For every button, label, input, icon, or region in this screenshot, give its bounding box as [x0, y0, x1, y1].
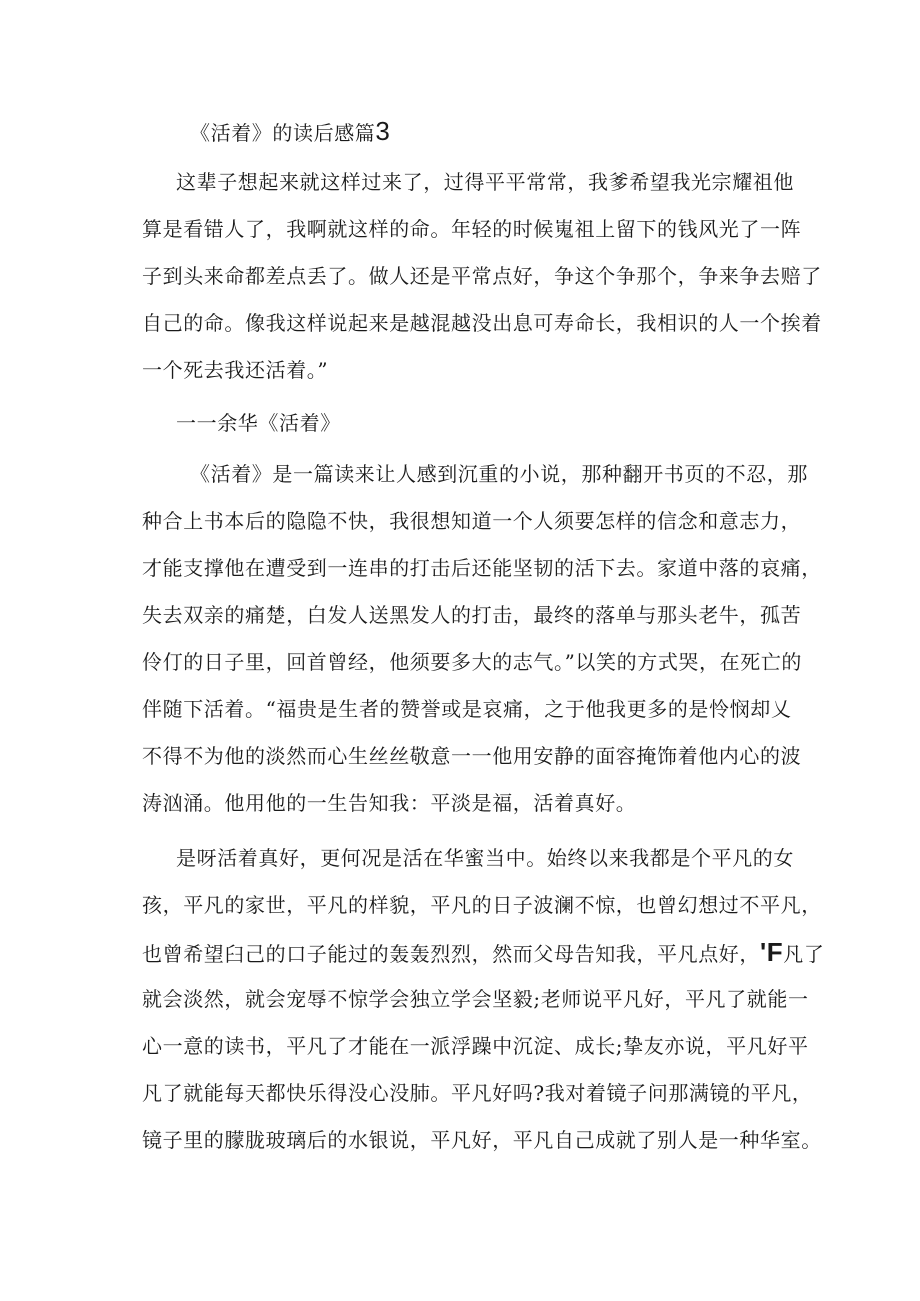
- paragraph-2-line-7: 不得不为他的淡然而心生丝丝敬意一一他用安静的面容掩饰着他内心的波: [142, 744, 802, 768]
- paragraph-1-line-1: 这辈子想起来就这样过来了，过得平平常常，我爹希望我光宗耀祖他: [176, 170, 794, 194]
- paragraph-2-line-1: 《活着》是一篇读来让人感到沉重的小说，那种翻开书页的不忍，那: [190, 462, 808, 486]
- paragraph-3-line-3-end: 凡了: [783, 942, 825, 966]
- document-title: [190, 118, 390, 146]
- paragraph-3-line-2: 孩，平凡的家世，平凡的样貌，平凡的日子波澜不惊，也曾幻想过不平凡，: [142, 893, 822, 917]
- paragraph-3-line-6: 凡了就能每天都快乐得没心没肺。平凡好吗?我对着镜子问那满镜的平凡，: [142, 1081, 813, 1105]
- paragraph-2-line-2: 种合上书本后的隐隐不快，我很想知道一个人须要怎样的信念和意志力，: [142, 509, 802, 533]
- paragraph-3-line-1: 是呀活着真好，更何况是活在华蜜当中。始终以来我都是个平凡的女: [176, 846, 794, 870]
- paragraph-3-line-3: [142, 939, 824, 967]
- paragraph-1-line-5: 一个死去我还活着。”: [142, 358, 329, 382]
- title-number: 3: [375, 116, 391, 146]
- attribution: 一一余华《活着》: [176, 411, 341, 435]
- paragraph-3-line-3-glyph: 'F: [760, 937, 784, 967]
- paragraph-1-line-2: 算是看错人了，我啊就这样的命。年轻的时候嵬祖上留下的钱风光了一阵: [142, 217, 802, 241]
- paragraph-2-line-8: 涛汹涌。他用他的一生告知我：平淡是福，活着真好。: [142, 791, 637, 815]
- paragraph-3-line-5: 心一意的读书，平凡了才能在一派浮躁中沉淀、成长;挚友亦说，平凡好平: [142, 1034, 809, 1058]
- paragraph-3-line-3-text: 也曾希望臼己的口子能过的轰轰烈烈，然而父母告知我，平凡点好，: [142, 942, 760, 966]
- paragraph-2-line-5: 伶仃的日子里，回首曾经，他须要多大的志气。”以笑的方式哭，在死亡的: [142, 650, 803, 674]
- paragraph-1-line-3: 子到头来命都差点丢了。做人还是平常点好，争这个争那个，争来争去赔了: [142, 264, 822, 288]
- paragraph-2-line-6: 伴随下活着。“福贵是生者的赞誉或是哀痛，之于他我更多的是怜悯却乂: [142, 697, 792, 721]
- paragraph-3-line-4: 就会淡然，就会宠辱不惊学会独立学会坚毅;老师说平凡好，平凡了就能一: [142, 987, 809, 1011]
- paragraph-2-line-4: 失去双亲的痛楚，白发人送黑发人的打击，最终的落单与那头老牛，孤苦: [142, 603, 802, 627]
- paragraph-1-line-4: 自己的命。像我这样说起来是越混越没出息可寿命长，我相识的人一个挨着: [142, 311, 822, 335]
- title-text: 《活着》的读后感篇: [190, 121, 376, 145]
- paragraph-3-line-7: 镜子里的朦胧玻璃后的水银说，平凡好，平凡自己成就了别人是一种华室。: [142, 1128, 822, 1152]
- paragraph-2-line-3: 才能支撑他在遭受到一连串的打击后还能坚韧的活下去。家道中落的哀痛，: [142, 556, 822, 580]
